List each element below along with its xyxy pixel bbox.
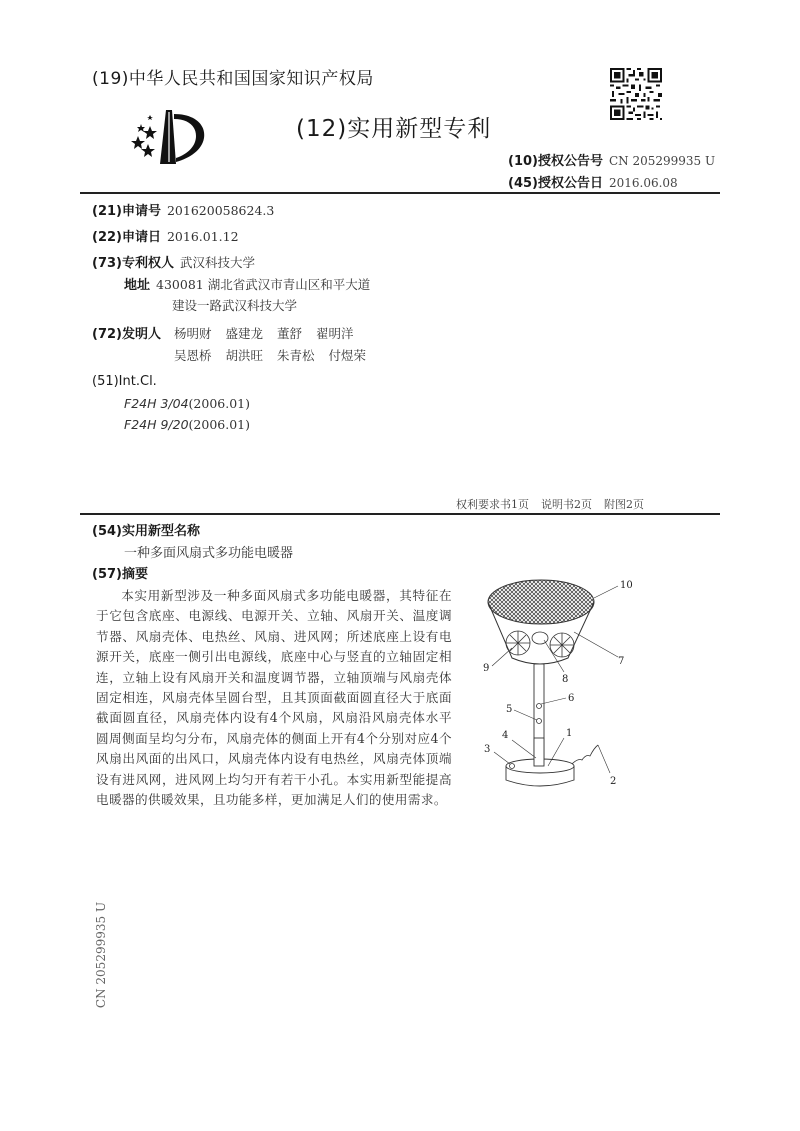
int-cl-label: (51)Int.Cl.: [92, 374, 157, 389]
inventor-name: 盛建龙: [225, 326, 264, 341]
address: [124, 274, 370, 293]
header-divider: [80, 192, 720, 194]
inventors-row-2: [174, 346, 380, 364]
abstract-text: 本实用新型涉及一种多面风扇式多功能电暖器，其特征在于它包含底座、电源线、电源开关、立轴、风扇开关、温度调节器、风扇壳体、电热丝、风扇、进风网；所述底座上设有电源开关，底座一侧引出电源线，底座中心与竖直的立轴固定相连，立轴上设有风扇开关和温度调节器，立轴顶端与风扇壳体固定相连，风扇壳体呈圆台型，且其顶面截面圆直径大于底面截面圆直径，风扇壳体内设有4个风扇，风扇沿风扇壳体水平圆周侧面呈均匀分布，风扇壳体的侧面上开有4个分别对应4个风扇出风面的出风口，风扇壳体内设有电热丝，风扇壳体顶端设有进风网，进风网上均匀开有若干小孔。本实用新型能提高电暖器的供暖效果，且功能多样，更加满足人们的使用需求。: [96, 588, 452, 808]
utility-model-title: 一种多面风扇式多功能电暖器: [124, 546, 294, 561]
ipc-entry: [124, 396, 250, 411]
fan-right: [550, 633, 574, 657]
inventor-name: 翟明洋: [316, 326, 354, 341]
drawing-label: 8: [562, 674, 569, 685]
fan-switch: [537, 704, 542, 709]
patentee-value: 武汉科技大学: [179, 255, 255, 270]
address-line-2: 建设一路武汉科技大学: [172, 298, 298, 313]
publication-date-value: 2016.06.08: [608, 176, 678, 190]
publication-number: [508, 150, 715, 169]
drawing-label: 3: [484, 744, 491, 755]
cnipa-logo-icon: [130, 102, 210, 166]
ipc-entry: [124, 417, 250, 432]
drawing-label: 7: [618, 656, 625, 667]
drawing-label: 9: [483, 663, 490, 674]
int-cl: [92, 374, 157, 389]
abstract-label: [92, 563, 148, 582]
abstract-label-text: (57)摘要: [92, 567, 148, 582]
ipc-version: (2006.01): [188, 417, 250, 432]
inventors: [92, 323, 161, 342]
title-label: [92, 520, 200, 539]
address-line-1: 430081 湖北省武汉市青山区和平大道: [156, 277, 371, 292]
abstract-divider: [80, 513, 720, 515]
inventor-name: 朱青松: [277, 348, 315, 363]
filing-date-value: 2016.01.12: [166, 229, 239, 244]
pages-summary: [456, 496, 644, 512]
ipc-code: F24H 9/20: [124, 417, 189, 432]
document-type: (12)实用新型专利: [296, 116, 492, 142]
drawing-label: 4: [502, 730, 509, 741]
application-number-label: (21)申请号: [92, 204, 161, 219]
inventor-name: 付煜荣: [328, 348, 367, 363]
patentee-label: (73)专利权人: [92, 256, 174, 271]
publication-date: [508, 172, 678, 191]
fan-left: [506, 631, 530, 655]
drawing-label: 1: [566, 728, 573, 739]
inventors-row-1: [174, 324, 368, 342]
patentee: [92, 252, 255, 271]
inventor-name: 吴恩桥: [174, 348, 212, 363]
address-label: 地址: [124, 278, 151, 293]
description-pages: 说明书2页: [541, 498, 592, 511]
drawings-pages: 附图2页: [604, 498, 644, 511]
application-number: [92, 200, 274, 219]
claims-pages: 权利要求书1页: [456, 498, 529, 511]
drawing-label: 5: [506, 704, 513, 715]
ipc-code: F24H 3/04: [124, 396, 189, 411]
publication-number-value: CN 205299935 U: [608, 154, 716, 168]
power-switch: [510, 764, 515, 769]
intake-mesh: [488, 580, 594, 624]
heater-drawing: [470, 570, 650, 790]
ipc-version: (2006.01): [188, 396, 250, 411]
drawing-label: 10: [620, 580, 633, 591]
title-label-text: (54)实用新型名称: [92, 524, 200, 539]
power-cord: [572, 745, 598, 764]
filing-date: [92, 226, 239, 245]
application-number-value: 201620058624.3: [166, 203, 275, 218]
drawing-label: 6: [568, 693, 575, 704]
temperature-regulator: [537, 719, 542, 724]
drawing-label: 2: [610, 776, 617, 787]
inventor-name: 董舒: [277, 326, 303, 341]
qr-code-icon: [610, 68, 662, 120]
inventors-label: (72)发明人: [92, 327, 161, 342]
filing-date-label: (22)申请日: [92, 230, 161, 245]
publication-number-label: (10)授权公告号: [508, 154, 603, 169]
publication-date-label: (45)授权公告日: [508, 176, 603, 191]
side-publication-number: CN 205299935 U: [94, 901, 108, 1009]
office-name: (19)中华人民共和国国家知识产权局: [92, 69, 374, 89]
inventor-name: 杨明财: [174, 326, 212, 341]
inventor-name: 胡洪旺: [225, 348, 264, 363]
